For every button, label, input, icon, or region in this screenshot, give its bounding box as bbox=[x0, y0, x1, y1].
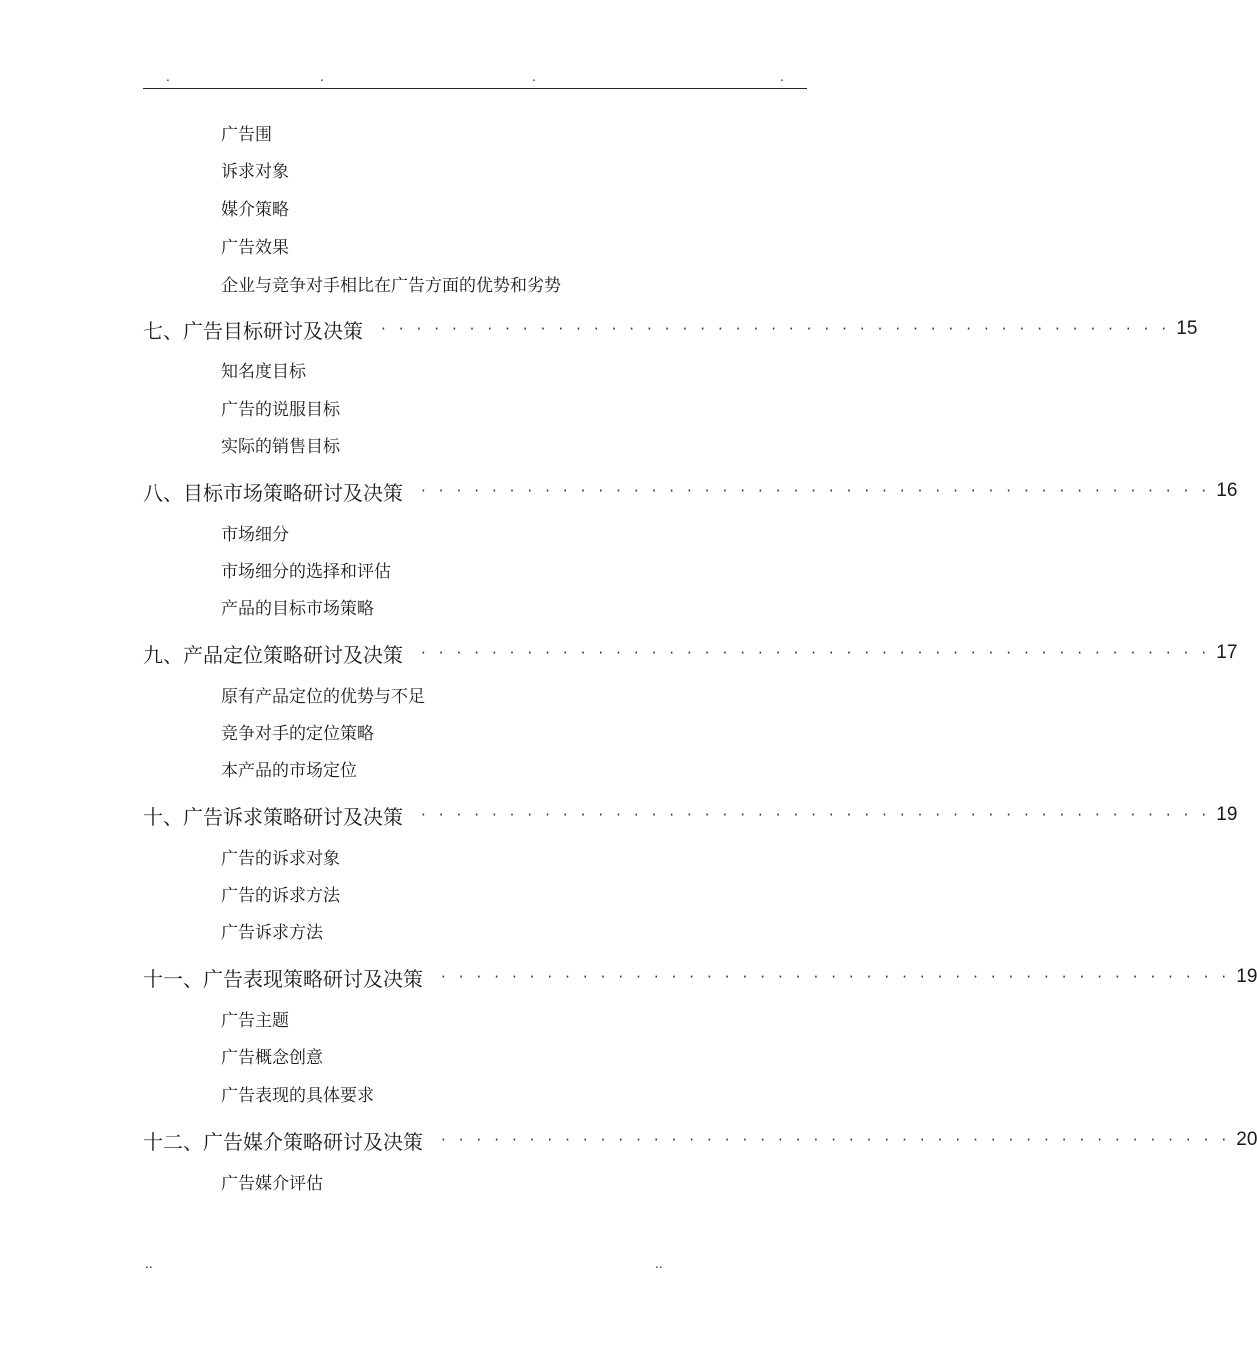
header-dot: . bbox=[532, 70, 536, 84]
toc-subitem: 广告主题 bbox=[221, 1011, 289, 1031]
section-title: 九、产品定位策略研讨及决策 bbox=[143, 642, 403, 667]
toc-subitem: 市场细分 bbox=[221, 525, 289, 545]
header-dot: . bbox=[780, 70, 784, 84]
page-number: 19 bbox=[1236, 966, 1257, 987]
toc-subitem: 竞争对手的定位策略 bbox=[221, 724, 374, 744]
footer-dot: .. bbox=[145, 1257, 153, 1271]
toc-section-10 bbox=[143, 800, 1238, 830]
toc-section-7 bbox=[143, 314, 1198, 344]
section-title: 十一、广告表现策略研讨及决策 bbox=[143, 966, 423, 991]
header-dot: . bbox=[166, 70, 170, 84]
toc-subitem: 广告的诉求对象 bbox=[221, 849, 340, 869]
toc-section-8 bbox=[143, 476, 1238, 506]
toc-subitem: 知名度目标 bbox=[221, 362, 306, 382]
dot-leader: · · · · · · · · · · · · · · · · · · · · · · · · · · · · · · · · · · · · · · · · · · · · · bbox=[441, 968, 1231, 986]
toc-subitem: 产品的目标市场策略 bbox=[221, 599, 374, 619]
dot-leader: · · · · · · · · · · · · · · · · · · · · · · · · · · · · · · · · · · · · · · · · · · · · · bbox=[421, 806, 1211, 824]
section-title: 十二、广告媒介策略研讨及决策 bbox=[143, 1129, 423, 1154]
section-title: 十、广告诉求策略研讨及决策 bbox=[143, 804, 403, 829]
toc-section-9 bbox=[143, 638, 1238, 668]
toc-subitem: 广告的诉求方法 bbox=[221, 886, 340, 906]
page-number: 19 bbox=[1216, 804, 1238, 825]
toc-section-12 bbox=[143, 1125, 1257, 1155]
toc-subitem: 广告概念创意 bbox=[221, 1048, 323, 1068]
page-number: 16 bbox=[1216, 480, 1238, 501]
section-title: 七、广告目标研讨及决策 bbox=[143, 318, 363, 343]
toc-subitem: 广告诉求方法 bbox=[221, 923, 323, 943]
toc-subitem: 广告围 bbox=[221, 125, 272, 145]
footer-dot: .. bbox=[655, 1257, 663, 1271]
toc-subitem: 诉求对象 bbox=[221, 162, 289, 182]
dot-leader: · · · · · · · · · · · · · · · · · · · · · · · · · · · · · · · · · · · · · · · · · · · · · bbox=[441, 1131, 1231, 1149]
toc-section-11 bbox=[143, 962, 1257, 992]
page-number: 17 bbox=[1216, 642, 1238, 663]
toc-subitem: 媒介策略 bbox=[221, 200, 289, 220]
toc-subitem: 企业与竞争对手相比在广告方面的优势和劣势 bbox=[221, 276, 561, 296]
header-dot: . bbox=[320, 70, 324, 84]
page-number: 15 bbox=[1176, 318, 1198, 339]
toc-subitem: 实际的销售目标 bbox=[221, 437, 340, 457]
dot-leader: · · · · · · · · · · · · · · · · · · · · · · · · · · · · · · · · · · · · · · · · · · · · · bbox=[421, 644, 1211, 662]
toc-subitem: 广告的说服目标 bbox=[221, 400, 340, 420]
page-number: 20 bbox=[1236, 1129, 1257, 1150]
header-rule bbox=[143, 88, 807, 89]
toc-subitem: 本产品的市场定位 bbox=[221, 761, 357, 781]
toc-subitem: 广告表现的具体要求 bbox=[221, 1086, 374, 1106]
toc-subitem: 原有产品定位的优势与不足 bbox=[221, 687, 425, 707]
dot-leader: · · · · · · · · · · · · · · · · · · · · · · · · · · · · · · · · · · · · · · · · · · · · · bbox=[381, 320, 1171, 338]
section-title: 八、目标市场策略研讨及决策 bbox=[143, 480, 403, 505]
toc-subitem: 广告媒介评估 bbox=[221, 1174, 323, 1194]
dot-leader: · · · · · · · · · · · · · · · · · · · · · · · · · · · · · · · · · · · · · · · · · · · · · bbox=[421, 482, 1211, 500]
toc-subitem: 广告效果 bbox=[221, 238, 289, 258]
toc-subitem: 市场细分的选择和评估 bbox=[221, 562, 391, 582]
